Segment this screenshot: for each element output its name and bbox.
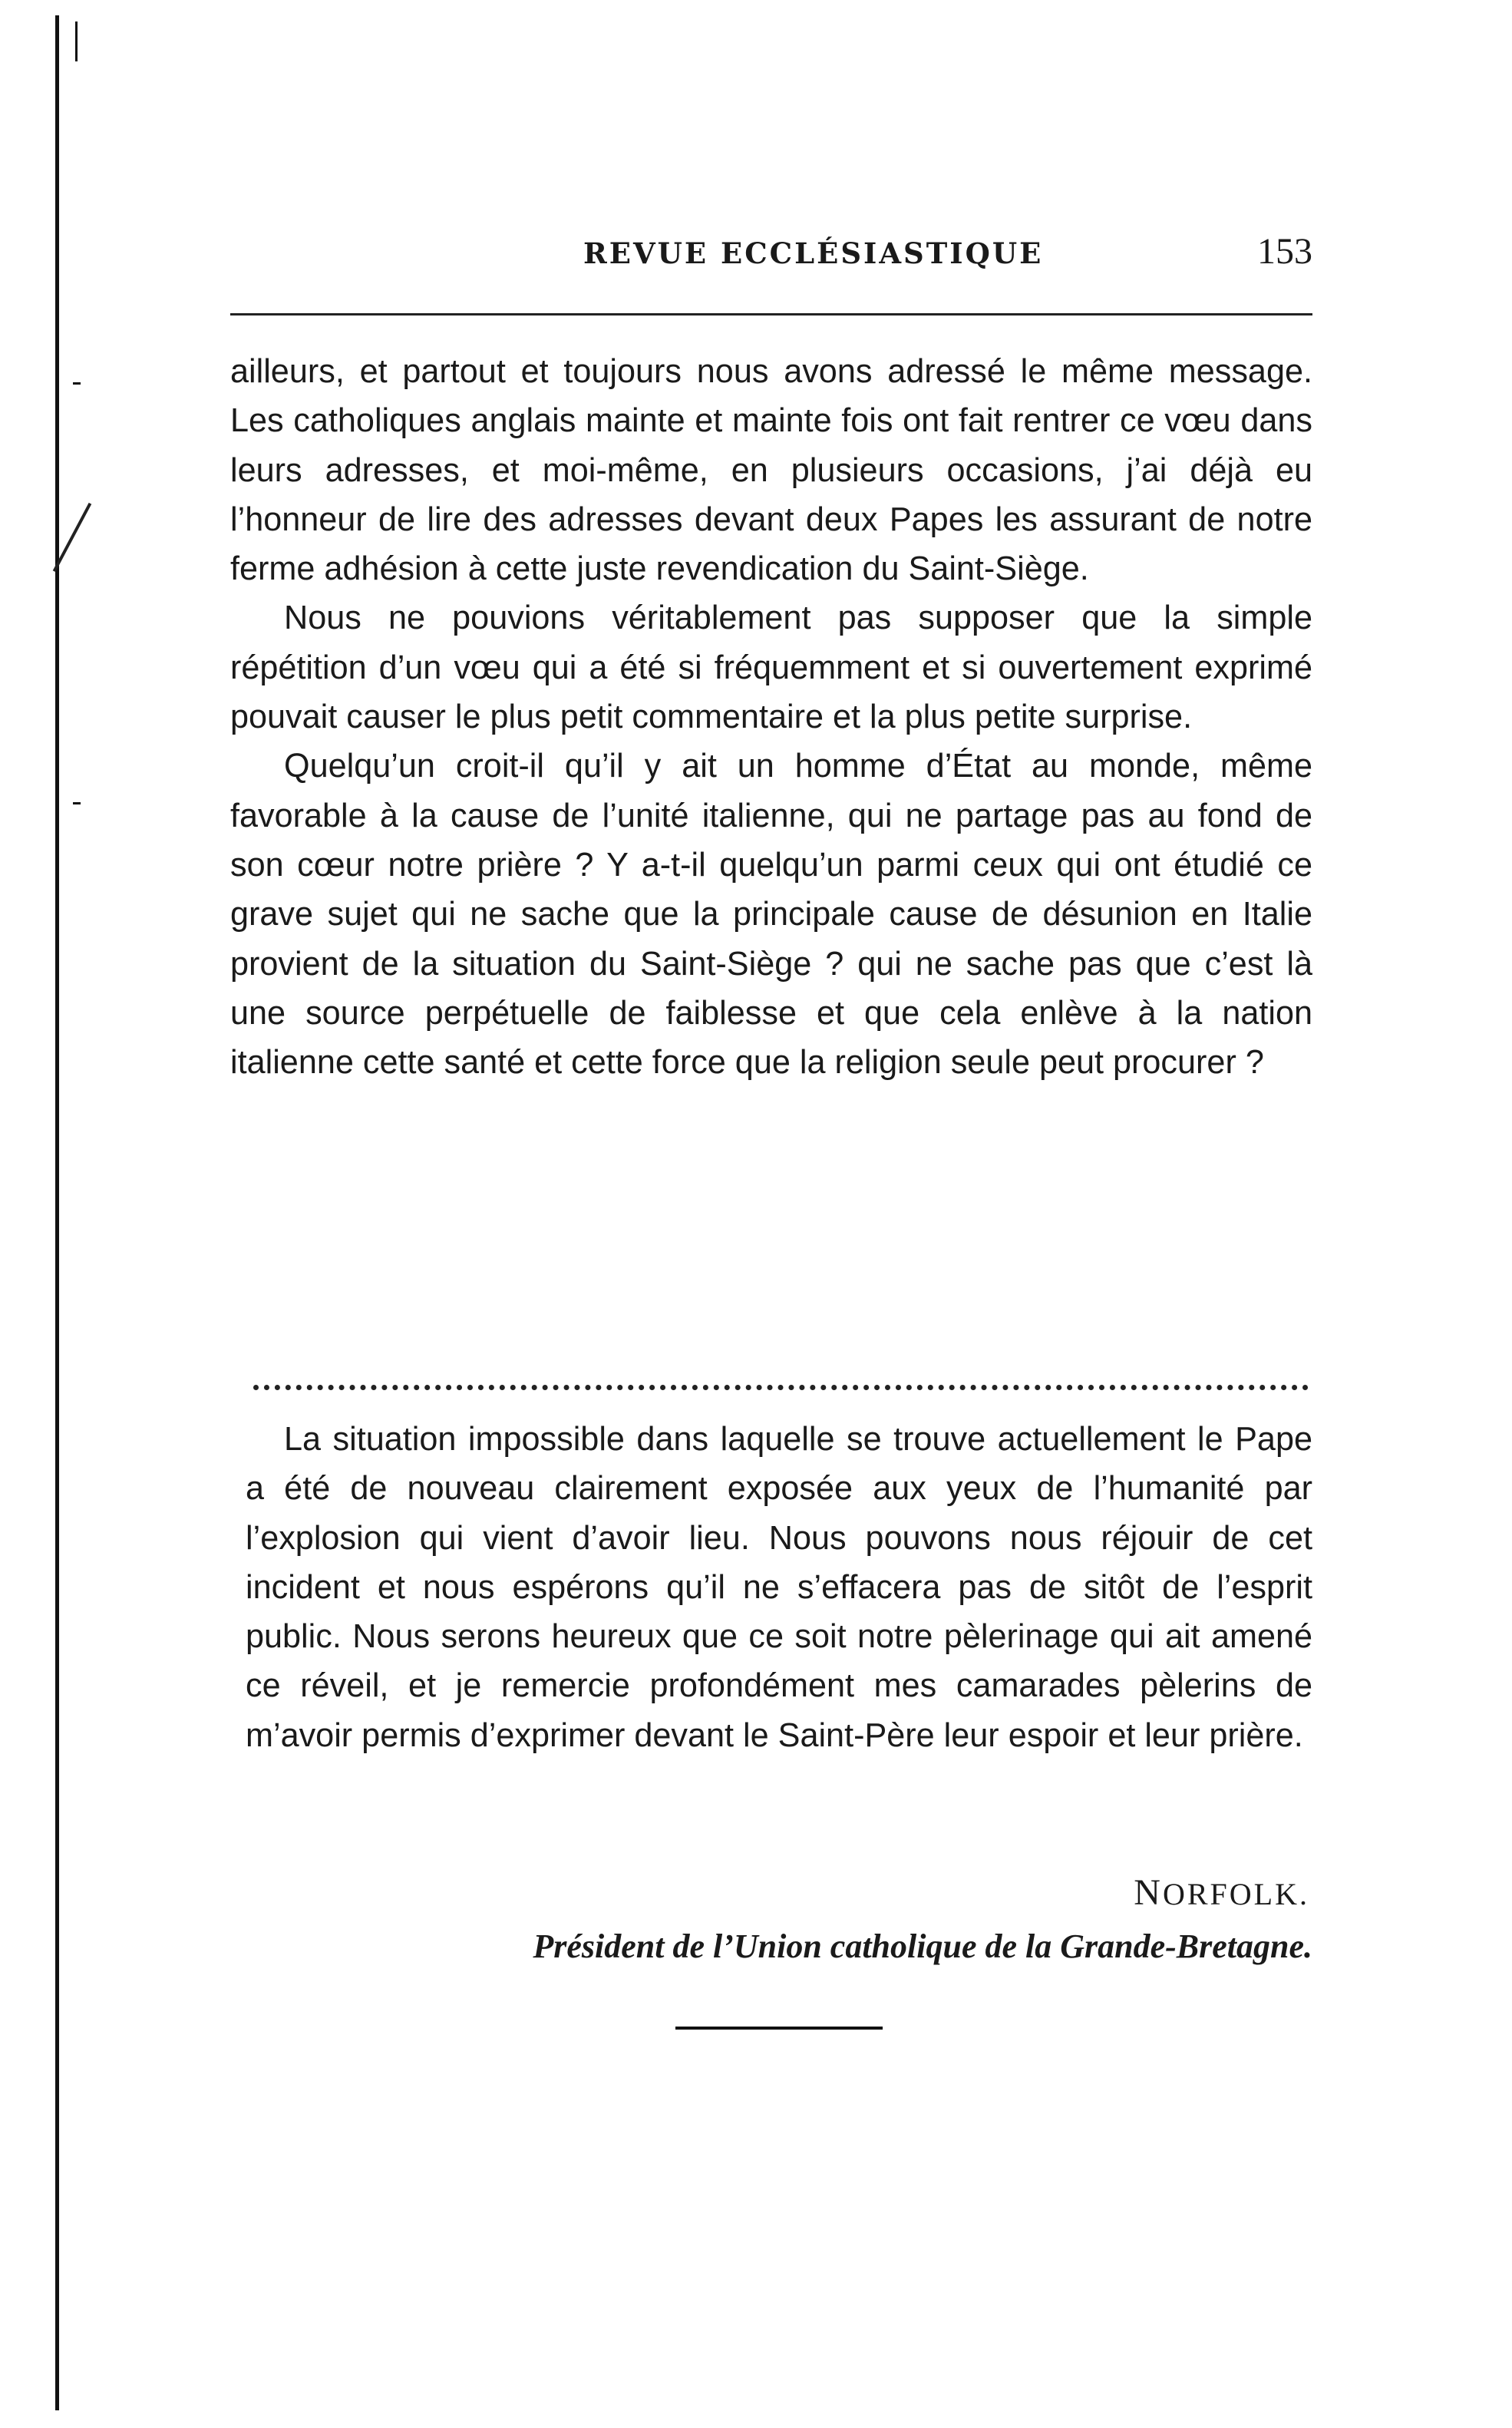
page-number: 153 bbox=[1257, 231, 1312, 272]
closing-paragraph: La situation impossible dans laquelle se trouve actuellement le Pape a été de nouveau clairement exposée aux yeux de l’humanité par l’explosion qui vient d’avoir lieu. Nous pouvons nous réjouir de cet incident et nous espérons qu’il ne s’effacera pas de sitôt de l’esprit public. Nous serons heureux que ce soit notre pèlerinage qui ait amené ce réveil, et je remercie profondément mes camarades pèlerins de m’avoir permis d’exprimer devant le Saint-Père leur espoir et leur prière. bbox=[246, 1421, 1312, 1754]
paragraph-3: Quelqu’un croit-il qu’il y ait un homme d’État au monde, même favorable à la cause de l’unité italienne, qui ne partage pas au fond de son cœur notre prière ? Y a-t-il quelqu’un parmi ceux qui ont étudié ce grave sujet qui ne sache que la principale cause de désunion en Italie provient de la situation du Saint-Siège ? qui ne sache pas que c’est là une source perpétuelle de faiblesse et que cela enlève à la nation italienne cette santé et cette force que la religion seule peut procurer ? bbox=[230, 748, 1312, 1082]
paragraph-1: ailleurs, et partout et toujours nous avons adressé le même message. Les catholiques anglais mainte et mainte fois ont fait rentrer ce vœu dans leurs adresses, et moi-même, en plusieurs occasions, j’ai déjà eu l’honneur de lire des adresses devant deux Papes les assurant de notre ferme adhésion à cette juste revendication du Saint-Siège. bbox=[230, 353, 1312, 588]
signature-name bbox=[1134, 1871, 1309, 1914]
binding-mark bbox=[75, 21, 78, 61]
signature-rest: ORFOLK. bbox=[1162, 1877, 1309, 1911]
signature-title: Président de l’Union catholique de la Grande-Bretagne. bbox=[533, 1928, 1312, 1965]
signature-initial: N bbox=[1134, 1872, 1163, 1913]
letter-closing bbox=[246, 1415, 1312, 1760]
paragraph-2: Nous ne pouvions véritablement pas supposer que la simple répétition d’un vœu qui a été si fréquemment et si ouvertement exprimé pouvait causer le plus petit commentaire et la plus petite surprise. bbox=[230, 600, 1312, 736]
binding-tick bbox=[73, 802, 81, 804]
omission-separator bbox=[253, 1385, 1309, 1390]
letter-body bbox=[230, 347, 1312, 1087]
page-binding-edge bbox=[55, 15, 59, 2410]
header-rule bbox=[230, 313, 1312, 315]
running-title: REVUE ECCLÉSIASTIQUE bbox=[583, 236, 1044, 270]
binding-tick bbox=[73, 382, 81, 385]
page-header bbox=[230, 229, 1312, 275]
end-rule bbox=[675, 2027, 883, 2030]
